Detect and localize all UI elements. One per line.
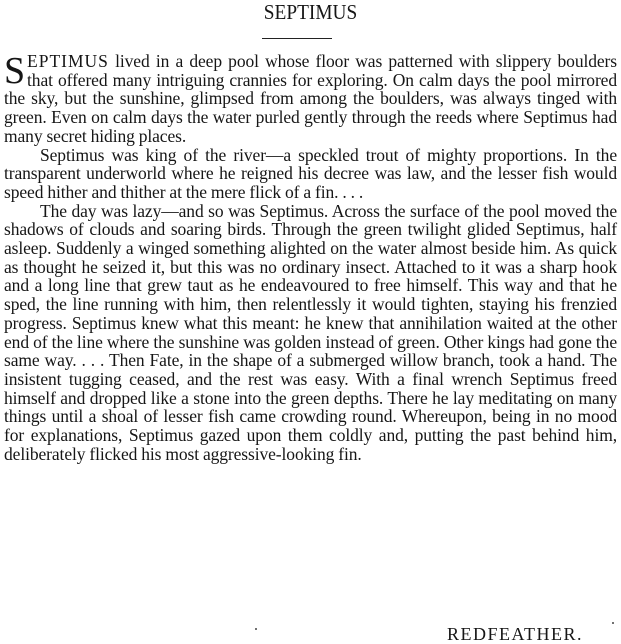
drop-cap: S xyxy=(4,50,26,92)
author-signature: REDFEATHER. xyxy=(446,624,583,644)
paragraph-2: Septimus was king of the river—a speckled trout of mighty proportions. In the transparent underworld where he reigned his decree was law, and the lesser fish would speed hither and thither at the mere flick of a fin. . . . xyxy=(4,144,617,202)
print-speck xyxy=(612,622,614,624)
article-body xyxy=(4,52,617,463)
print-speck xyxy=(255,628,257,630)
lead-small-caps: EPTIMUS xyxy=(27,51,109,71)
title-divider xyxy=(262,38,332,39)
paragraph-3: The day was lazy—and so was Septimus. Across the surface of the pool moved the shadows of clouds and soaring birds. Through the green twilight glided Septimus, half asleep. Suddenly a winged something alighted on the water almost beside him. As quick as thought he seized it, but this was no ordinary insect. Attached to it was a sharp hook and a long line that grew taut as he endeavoured to free himself. This way and that he sped, the line running with him, then relentlessly it would tighten, staying his frenzied progress. Septimus knew what this meant: he knew that annihilation waited at the other end of the line where the sunshine was golden instead of green. Other kings had gone the same way. . . . Then Fate, in the shape of a submerged willow branch, took a hand. The insistent tugging ceased, and the rest was easy. With a final wrench Septimus freed himself and dropped like a stone into the green depths. There he lay meditating on many things until a shoal of lesser fish came crowding round. Whereupon, being in no mood for explanations, Septimus gazed upon them coldly and, putting the past behind him, deliberately flicked his most aggressive-looking fin. xyxy=(4,200,617,464)
article-title: SEPTIMUS xyxy=(263,0,358,24)
paragraph-1 xyxy=(4,52,617,146)
paragraph-1-text: lived in a deep pool whose floor was patterned with slippery boulders that offered many intriguing crannies for exploring. On calm days the pool mirrored the sky, but the sunshine, glimpsed from among the boulders, was always tinged with green. Even on calm days the water purled gently through the reeds where Septimus had many secret hiding places. xyxy=(4,51,617,146)
